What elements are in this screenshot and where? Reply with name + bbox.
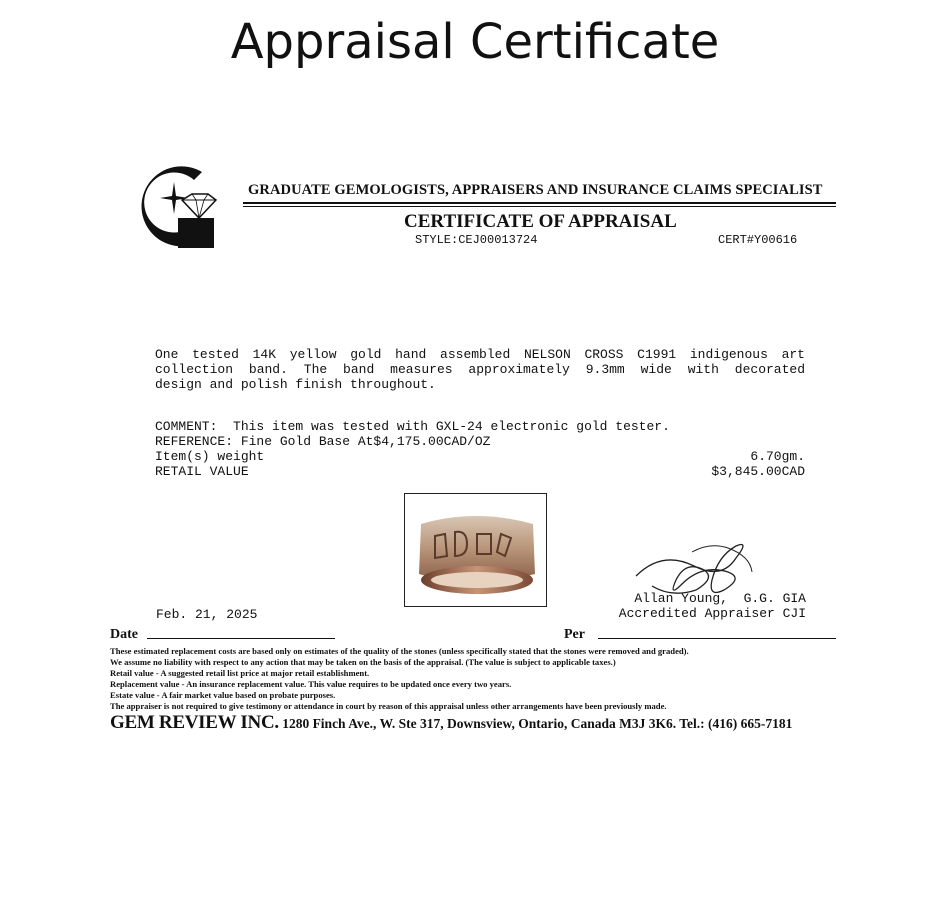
gem-logo-icon xyxy=(134,160,220,248)
disclaimer xyxy=(110,646,840,711)
cert-number: CERT#Y00616 xyxy=(718,233,798,247)
organization-name: GRADUATE GEMOLOGISTS, APPRAISERS AND INSURANCE CLAIMS SPECIALIST xyxy=(248,182,823,198)
reference-line: REFERENCE: Fine Gold Base At$4,175.00CAD/OZ xyxy=(155,434,491,449)
disclaimer-line: These estimated replacement costs are based only on estimates of the quality of the stones (unless specifically stated that the stones were removed and graded). xyxy=(110,646,689,656)
date-label: Date xyxy=(110,627,138,642)
comment-line: COMMENT: This item was tested with GXL-24 electronic gold tester. xyxy=(155,419,670,434)
date-value: Feb. 21, 2025 xyxy=(156,607,258,622)
page-title: Appraisal Certificate xyxy=(230,14,720,70)
per-signature-line xyxy=(598,638,836,639)
footer-company: GEM REVIEW INC. xyxy=(110,712,279,733)
footer xyxy=(110,712,792,734)
ring-photo xyxy=(404,493,547,607)
retail-label: RETAIL VALUE xyxy=(155,464,249,479)
description-line: design and polish finish throughout. xyxy=(155,377,436,392)
item-description xyxy=(155,347,805,392)
appraiser-name: Allan Young, G.G. GIA xyxy=(634,591,806,606)
per-label: Per xyxy=(564,627,585,642)
description-line: One tested 14K yellow gold hand assembled NELSON CROSS C1991 indigenous art xyxy=(155,347,805,362)
weight-value: 6.70gm. xyxy=(750,449,805,464)
retail-value: $3,845.00CAD xyxy=(711,464,805,479)
appraiser-title: Accredited Appraiser CJI xyxy=(618,606,806,621)
footer-address: 1280 Finch Ave., W. Ste 317, Downsview, Ontario, Canada M3J 3K6. Tel.: (416) 665-7181 xyxy=(278,716,793,731)
description-line: collection band. The band measures approximately 9.3mm wide with decorated xyxy=(155,362,805,377)
certificate-heading: CERTIFICATE OF APPRAISAL xyxy=(404,211,677,232)
disclaimer-line: Replacement value - An insurance replacement value. This value requires to be updated once every two years. xyxy=(110,678,512,689)
ring-image-icon xyxy=(405,494,546,606)
disclaimer-line: Estate value - A fair market value based on probate purposes. xyxy=(110,689,336,700)
header-rule xyxy=(243,202,836,204)
date-signature-line xyxy=(147,638,335,639)
disclaimer-line: We assume no liability with respect to any action that may be taken on the basis of the appraisal. (The value is subject to applicable taxes.) xyxy=(110,656,616,667)
header-rule-thin xyxy=(243,206,836,207)
weight-label: Item(s) weight xyxy=(155,449,265,464)
style-number: STYLE:CEJ00013724 xyxy=(415,233,538,247)
disclaimer-line: The appraiser is not required to give testimony or attendance in court by reason of this appraisal unless other arrangements have been previously made. xyxy=(110,700,667,711)
disclaimer-line: Retail value - A suggested retail list price at major retail establishment. xyxy=(110,667,370,678)
